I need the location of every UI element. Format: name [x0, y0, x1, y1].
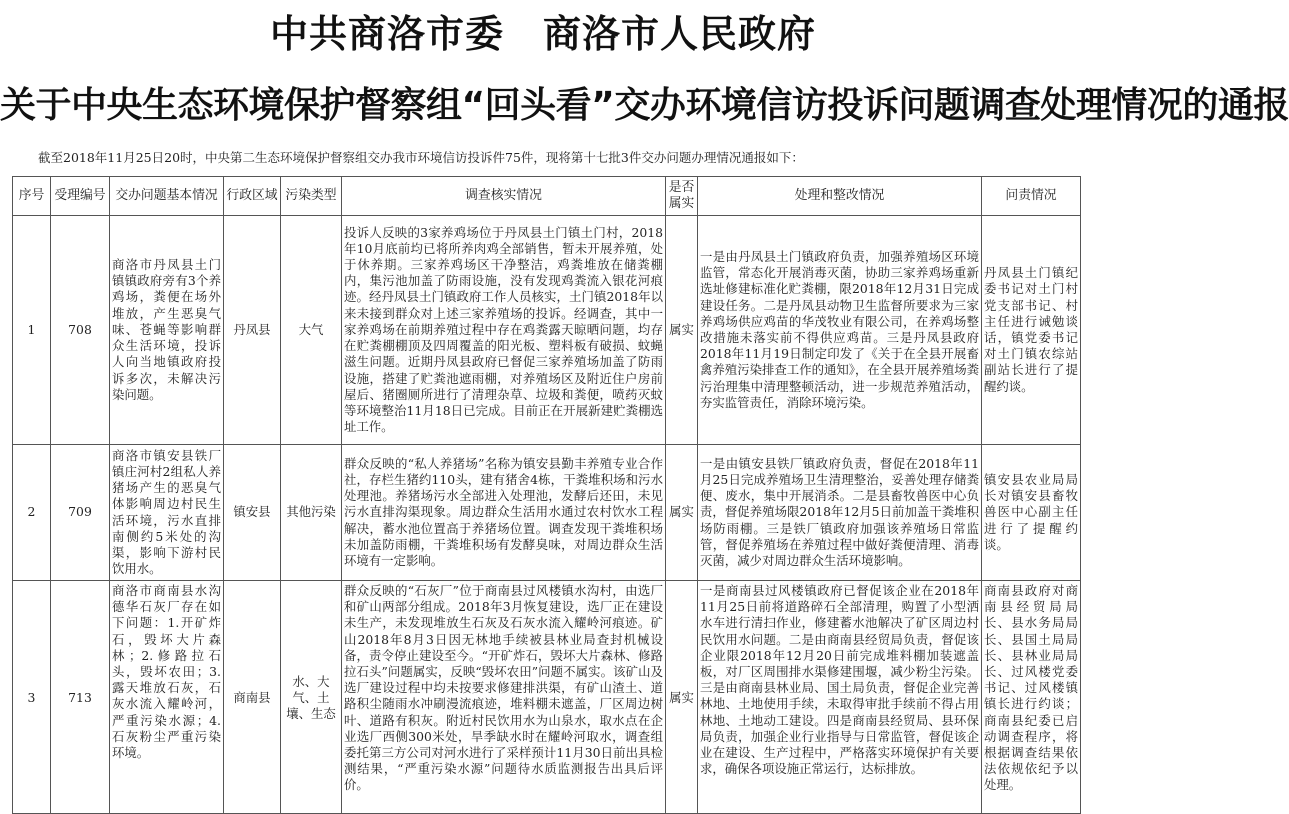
- header-verified: 是否属实: [666, 177, 698, 216]
- cell-no: 2: [13, 445, 51, 581]
- cell-region: 丹凤县: [224, 216, 281, 445]
- cell-handling: 一是由镇安县铁厂镇政府负责，督促在2018年11月25日完成养殖场卫生清理整治，妥善处理存储粪便、废水，集中开展消杀。二是县畜牧兽医中心负责，督促养殖场限2018年12月5日前加盖干粪堆积场防雨棚。三是铁厂镇政府加强该养殖场日常监管，督促养殖场在养殖过程中做好粪便清理、消毒灭菌，减少对周边群众生活环境影响。: [698, 445, 982, 581]
- title-line1: 中共商洛市委 商洛市人民政府: [269, 12, 816, 56]
- cell-id: 713: [51, 581, 110, 814]
- cell-accountability: 丹凤县土门镇纪委书记对土门村党支部书记、村主任进行诫勉谈话，镇党委书记对土门镇农综站副站长进行了提醒约谈。: [982, 216, 1081, 445]
- cell-issue: 商洛市镇安县铁厂镇庄河村2组私人养猪场产生的恶臭气体影响周边村民生活环境，污水直排南侧约5米处的沟渠，影响下游村民饮用水。: [110, 445, 224, 581]
- header-handling: 处理和整改情况: [698, 177, 982, 216]
- title-line2: 关于中央生态环境保护督察组“回头看”交办环境信访投诉问题调查处理情况的通报: [0, 85, 1289, 126]
- cell-no: 1: [13, 216, 51, 445]
- cell-investigation: 群众反映的“石灰厂”位于商南县过风楼镇水沟村，由选厂和矿山两部分组成。2018年3月恢复建设，选厂正在建设未生产，未发现堆放生石灰及石灰水流入耀岭河痕迹。矿山2018年8月3日因无林地手续被县林业局查封机械设备，责令停止建设至今。“开矿炸石，毁坏大片森林、修路拉石头”问题属实，反映“毁坏农田”问题不属实。该矿山及选厂建设过程中均未按要求修建排洪渠，有矿山渣土、道路积尘随雨水冲刷漫流痕迹，堆料棚未遮盖，厂区周边树叶、道路有积灰。附近村民饮用水为山泉水，取水点在企业选厂西侧300米处，旱季缺水时在耀岭河取水，调查组委托第三方公司对河水进行了采样预计11月30日前出具检测结果，“严重污染水源”问题待水质监测报告出具后评价。: [342, 581, 666, 814]
- cell-type: 其他污染: [281, 445, 342, 581]
- cell-verified: 属实: [666, 216, 698, 445]
- cell-handling: 一是由丹凤县土门镇政府负责，加强养殖场区环境监管，常态化开展消毒灭菌，协助三家养鸡场重新选址修建标准化贮粪棚，限2018年12月31日完成建设任务。二是丹凤县动物卫生监督所要求为三家养鸡场供应鸡苗的华茂牧业有限公司，在养鸡场整改措施未落实前不得供应鸡苗。三是丹凤县政府2018年11月19日制定印发了《关于在全县开展畜禽养殖污染排查工作的通知》，在全县开展养殖场粪污治理集中清理整顿活动，进一步规范养殖活动，夯实监管责任，消除环境污染。: [698, 216, 982, 445]
- cell-investigation: 投诉人反映的3家养鸡场位于丹凤县土门镇土门村，2018年10月底前均已将所养肉鸡全部销售，暂未开展养殖，处于休养期。三家养鸡场区干净整洁，鸡粪堆放在储粪棚内，集污池加盖了防雨设施，没有发现鸡粪流入银花河痕迹。经丹凤县土门镇政府工作人员核实，土门镇2018年以来未接到群众对上述三家养殖场的投诉。经调查，其中一家养鸡场在前期养殖过程中存在鸡粪露天晾晒问题，均存在贮粪棚棚顶及四周覆盖的阳光板、塑料板有破损、蚊蝇滋生问题。近期丹凤县政府已督促三家养殖场加盖了防雨设施，搭建了贮粪池遮雨棚，对养殖场区及附近住户房前屋后、猪圈厕所进行了清理杂草、垃圾和粪便，喷药灭蚊等环境整治11月18日已完成。目前正在开展新建贮粪棚选址工作。: [342, 216, 666, 445]
- table-row: [13, 216, 1081, 445]
- header-investigation: 调查核实情况: [342, 177, 666, 216]
- header-accountability: 问责情况: [982, 177, 1081, 216]
- cell-id: 708: [51, 216, 110, 445]
- intro-paragraph: 截至2018年11月25日20时，中央第二生态环境保护督察组交办我市环境信访投诉件75件，现将第十七批3件交办问题办理情况通报如下：: [38, 150, 804, 165]
- cell-region: 商南县: [224, 581, 281, 814]
- cell-issue: 商洛市丹凤县土门镇镇政府旁有3个养鸡场，粪便在场外堆放，产生恶臭气味、苍蝇等影响群众生活环境，投诉人向当地镇政府投诉多次，未解决污染问题。: [110, 216, 224, 445]
- cell-type: 水、大气、土壤、生态: [281, 581, 342, 814]
- cell-accountability: 商南县政府对商南县经贸局局长、县水务局局长、县国土局局长、县林业局局长、过风楼党委书记、过风楼镇镇长进行约谈；商南县纪委已启动调查程序，将根据调查结果依法依规依纪予以处理。: [982, 581, 1081, 814]
- cell-id: 709: [51, 445, 110, 581]
- cell-accountability: 镇安县农业局局长对镇安县畜牧兽医中心副主任进行了提醒约谈。: [982, 445, 1081, 581]
- cell-verified: 属实: [666, 581, 698, 814]
- cell-handling: 一是商南县过风楼镇政府已督促该企业在2018年11月25日前将道路碎石全部清理，购置了小型洒水车进行清扫作业，修建蓄水池解决了矿区周边村民饮用水问题。二是由商南县经贸局负责，督促该企业限2018年12月20日前完成堆料棚加装遮盖板，对厂区周围排水渠修建围堰，减少粉尘污染。三是由商南县林业局、国土局负责，督促企业完善林地、土地使用手续，未取得审批手续前不得占用林地、土地动工建设。四是商南县经贸局、县环保局负责，加强企业行业指导与日常监管，督促该企业在建设、生产过程中，严格落实环境保护有关要求，确保各项设施正常运行，达标排放。: [698, 581, 982, 814]
- cases-table: [12, 176, 1081, 814]
- cell-issue: 商洛市商南县水沟德华石灰厂存在如下问题：1.开矿炸石，毁坏大片森林；2.修路拉石头，毁坏农田；3.露天堆放石灰，石灰水流入耀岭河，严重污染水源；4.石灰粉尘严重污染环境。: [110, 581, 224, 814]
- header-type: 污染类型: [281, 177, 342, 216]
- cell-type: 大气: [281, 216, 342, 445]
- cell-investigation: 群众反映的“私人养猪场”名称为镇安县勤丰养殖专业合作社，存栏生猪约110头，建有猪舍4栋，干粪堆积场和污水处理池。养猪场污水全部进入处理池，发酵后还田，未见污水直排沟渠现象。周边群众生活用水通过农村饮水工程解决，蓄水池位置高于养猪场位置。调查发现干粪堆积场未加盖防雨棚，干粪堆积场有发酵臭味，对周边群众生活环境有一定影响。: [342, 445, 666, 581]
- table-row: [13, 445, 1081, 581]
- cell-verified: 属实: [666, 445, 698, 581]
- table-header-row: [13, 177, 1081, 216]
- header-issue: 交办问题基本情况: [110, 177, 224, 216]
- header-no: 序号: [13, 177, 51, 216]
- header-id: 受理编号: [51, 177, 110, 216]
- table-row: [13, 581, 1081, 814]
- cell-region: 镇安县: [224, 445, 281, 581]
- header-region: 行政区域: [224, 177, 281, 216]
- cell-no: 3: [13, 581, 51, 814]
